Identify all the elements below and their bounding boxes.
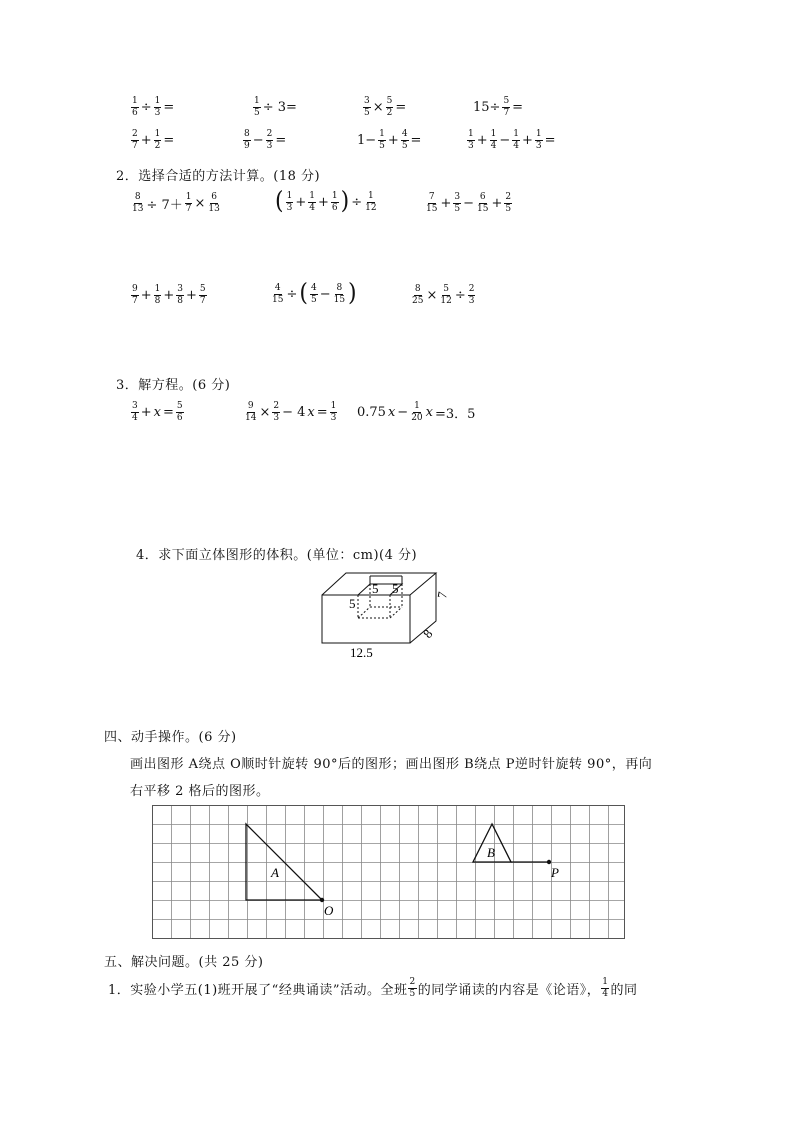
width-label: 12.5 <box>350 645 373 660</box>
expr-r2-1: $\frac{2}{7}$ + $\frac{1}{2}$ = <box>132 129 175 151</box>
shape-a-label: A <box>271 865 279 880</box>
q2-expr-c: $\frac{7}{15}$ + $\frac{3}{5}$ − $\frac{6}{15}$ + $\frac{2}{5}$ <box>426 192 512 214</box>
q3-expr-a: $\frac{3}{4}$ + x = $\frac{5}{6}$ <box>132 401 183 423</box>
point-o <box>320 898 324 902</box>
q2-heading: 2．选择合适的方法计算。(18 分) <box>116 169 321 184</box>
sec5-q1: 1．实验小学五(1)班开展了“经典诵读”活动。全班 $\frac{2}{5}$ 的同学诵读的内容是《论语》， $\frac{1}{4}$ 的同 <box>108 977 638 999</box>
point-p <box>547 860 551 864</box>
q2-expr-f: $\frac{8}{25}$ × $\frac{5}{12}$ ÷ $\frac{2}{3}$ <box>412 284 475 306</box>
shape-a <box>246 824 322 900</box>
point-p-label: P <box>551 865 559 880</box>
point-o-label: O <box>324 903 334 918</box>
q2-expr-e: $\frac{4}{15}$ ÷ ( $\frac{4}{5}$ − $\frac{8}{15}$ ) <box>272 279 357 308</box>
hole-label-mid: 5 <box>372 581 379 596</box>
box-figure <box>310 566 470 660</box>
expr-r1-4: 15÷ $\frac{5}{7}$ = <box>473 96 524 118</box>
q2-expr-b: ( $\frac{1}{3}$ + $\frac{1}{4}$ + $\frac{1}{6}$ ) ÷ $\frac{1}{12}$ <box>275 187 377 216</box>
expr-r2-3: 1− $\frac{1}{5}$ + $\frac{4}{5}$ = <box>357 129 422 151</box>
hole-label-right: 5 <box>392 581 399 596</box>
expr-r1-1: $\frac{1}{6}$ ÷ $\frac{1}{3}$ = <box>132 96 175 118</box>
q4-heading: 4．求下面立体图形的体积。(单位：cm)(4 分) <box>136 548 418 563</box>
box-front-face <box>322 595 410 643</box>
sec5-heading: 五、解决问题。(共 25 分) <box>104 955 264 970</box>
q3-heading: 3．解方程。(6 分) <box>116 378 231 393</box>
height-label: 7 <box>434 590 451 600</box>
sec4-heading: 四、动手操作。(6 分) <box>104 730 237 745</box>
q3-expr-b: $\frac{9}{14}$ × $\frac{2}{3}$ − 4 x = $\frac{1}{3}$ <box>245 401 337 423</box>
expr-r1-3: $\frac{3}{5}$ × $\frac{5}{2}$ = <box>364 96 407 118</box>
q2-expr-a: $\frac{8}{13}$ ÷ 7＋ $\frac{1}{7}$ × $\frac{6}{13}$ <box>132 192 220 214</box>
expr-r1-2: $\frac{1}{5}$ ÷ 3= <box>254 96 297 118</box>
q3-expr-c: 0.75 x − $\frac{1}{20}$ x =3．5 <box>357 401 476 423</box>
shape-b-label: B <box>487 845 495 860</box>
expr-r2-4: $\frac{1}{3}$ + $\frac{1}{4}$ − $\frac{1}{4}$ + $\frac{1}{3}$ = <box>468 129 556 151</box>
grid-board <box>152 805 626 941</box>
depth-label: 8 <box>419 626 436 641</box>
q2-expr-d: $\frac{9}{7}$ + $\frac{1}{8}$ + $\frac{3}{8}$ + $\frac{5}{7}$ <box>132 284 206 306</box>
expr-r2-2: $\frac{8}{9}$ − $\frac{2}{3}$ = <box>244 129 287 151</box>
hole-label-left: 5 <box>349 596 356 611</box>
sec4-instruction-2: 右平移 2 格后的图形。 <box>130 784 270 799</box>
sec4-instruction-1: 画出图形 A绕点 O顺时针旋转 90°后的图形；画出图形 B绕点 P逆时针旋转 90°，再向 <box>130 757 653 772</box>
